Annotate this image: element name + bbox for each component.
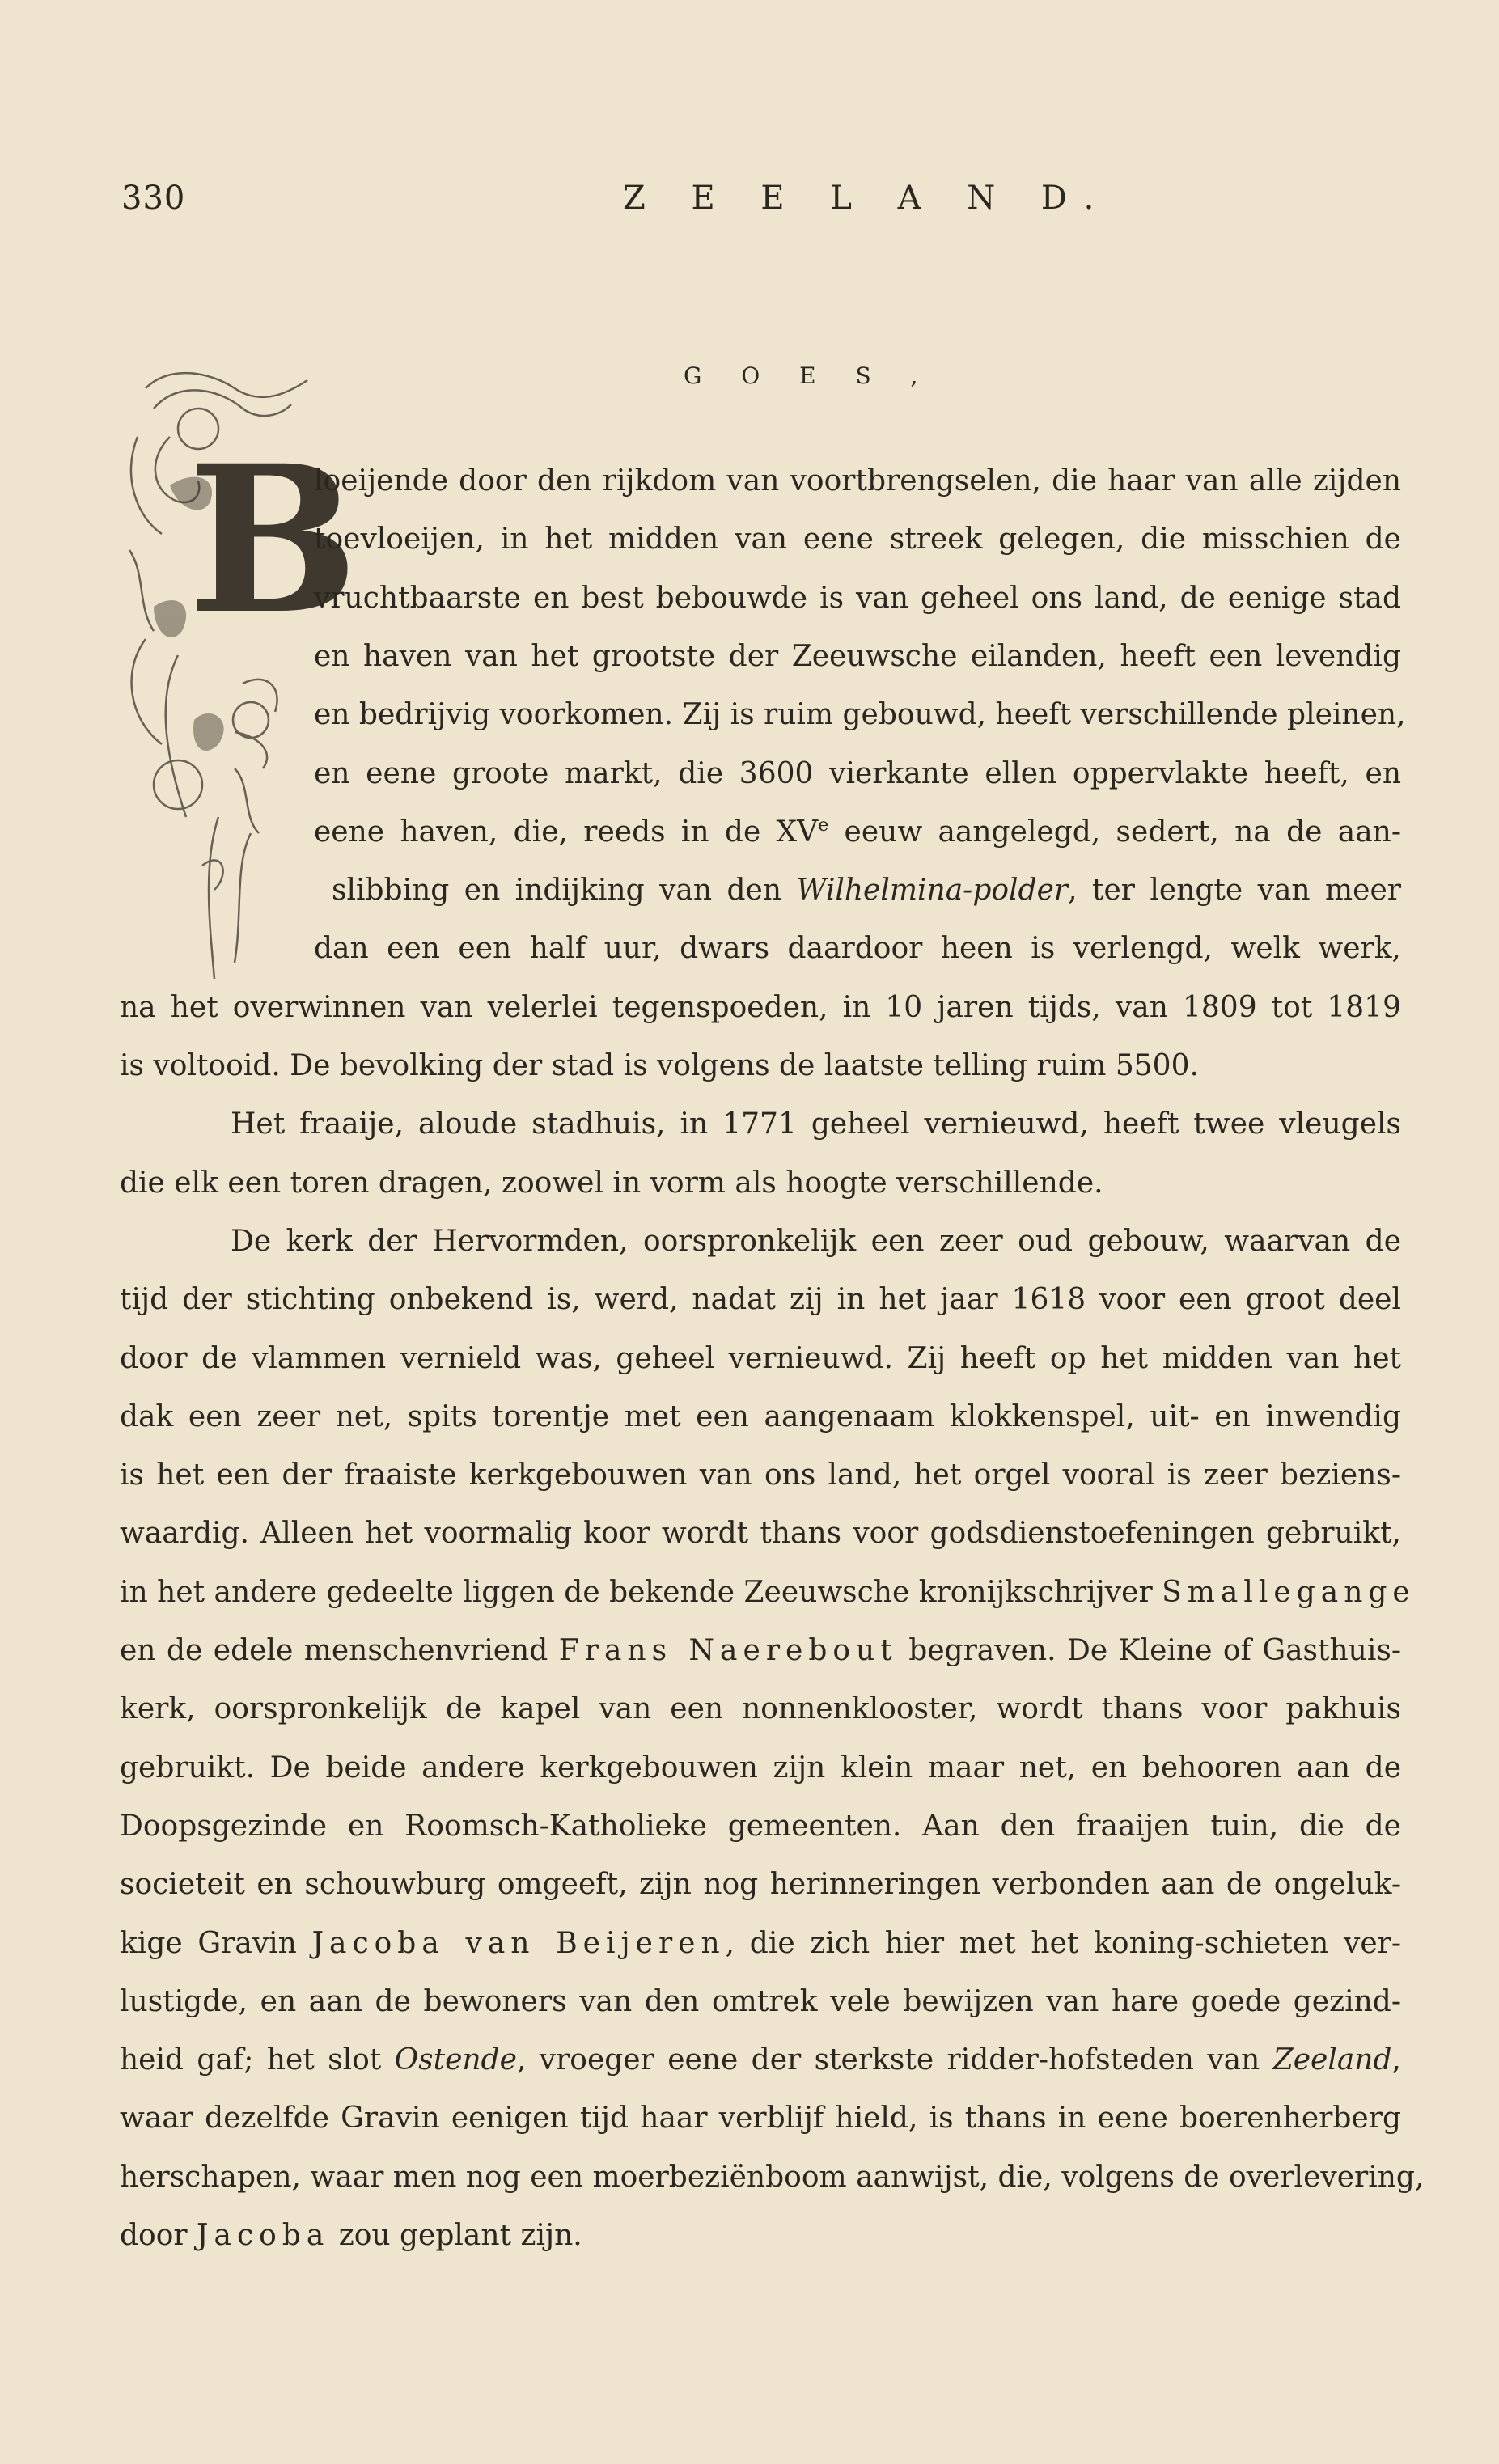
text-run: door de vlammen vernield was, geheel vernieuwd. Zij heeft op het midden van het xyxy=(120,1341,1401,1375)
text-line xyxy=(120,1861,1401,1909)
text-line xyxy=(120,2036,1401,2085)
text-line xyxy=(314,808,1401,857)
text-run: , ter lengte van meer xyxy=(1068,874,1401,908)
text-run: eene haven, die, reeds in de XV xyxy=(314,815,819,849)
text-run: eeuw aangelegd, sedert, na de aan- xyxy=(828,815,1402,849)
text-line xyxy=(120,2094,1401,2143)
page-number: 330 xyxy=(121,180,186,217)
text-line xyxy=(314,750,1401,798)
text-run: na het overwinnen van velerlei tegenspoeden, in 10 jaren tijds, van 1809 tot 1819 xyxy=(120,990,1401,1024)
text-run: en eene groote markt, die 3600 vierkante ellen oppervlakte heeft, en xyxy=(314,756,1401,790)
text-run: heid gaf; het slot xyxy=(120,2043,395,2077)
text-line xyxy=(120,1335,1401,1383)
text-line xyxy=(120,1978,1401,2026)
text-run: e xyxy=(818,815,829,836)
text-run: Ostende xyxy=(394,2043,517,2077)
text-line xyxy=(314,925,1401,973)
text-line xyxy=(120,1569,1416,1617)
text-run: lustigde, en aan de bewoners van den omtrek vele bewijzen van hare goede gezind- xyxy=(120,1984,1401,2018)
text-line xyxy=(120,1685,1401,1734)
text-line xyxy=(120,1276,1401,1324)
text-run: gebruikt. De beide andere kerkgebouwen zijn klein maar net, en behooren aan de xyxy=(120,1751,1401,1784)
text-run: Smallegange xyxy=(1162,1575,1416,1609)
text-line xyxy=(314,457,1401,506)
text-run: , vroeger eene der sterkste ridder-hofsteden van xyxy=(516,2043,1273,2077)
text-run: kerk, oorspronkelijk de kapel van een nonnenklooster, wordt thans voor pakhuis xyxy=(120,1692,1401,1726)
running-head xyxy=(121,180,1399,220)
text-line xyxy=(314,691,1406,739)
text-run: loeijende door den rijkdom van voortbrengselen, die haar van alle zijden xyxy=(314,464,1401,497)
text-run: Zeeland xyxy=(1272,2043,1392,2077)
text-run: herschapen, waar men nog een moerbeziënboom aanwijst, die, volgens de overlevering, xyxy=(120,2160,1425,2194)
section-heading: G O E S , xyxy=(684,362,934,389)
text-run: Jacoba xyxy=(197,2219,330,2252)
text-line xyxy=(120,2212,591,2260)
text-run: en bedrijvig voorkomen. Zij is ruim gebouwd, heeft verschillende pleinen, xyxy=(314,698,1406,732)
text-run: en de edele menschenvriend xyxy=(120,1634,559,1667)
text-run: Wilhelmina-polder xyxy=(796,874,1069,908)
text-run: zou geplant zijn. xyxy=(329,2219,582,2252)
text-run: , xyxy=(1391,2043,1401,2077)
text-line xyxy=(120,1802,1401,1851)
text-line xyxy=(120,1627,1401,1675)
text-line xyxy=(120,1744,1401,1793)
running-title: Z E E L A N D. xyxy=(623,180,1112,217)
text-line xyxy=(314,574,1401,623)
text-run: waardig. Alleen het voormalig koor wordt thans voor godsdienstoefeningen gebruikt, xyxy=(120,1517,1401,1551)
text-run: begraven. De Kleine of Gasthuis- xyxy=(897,1634,1402,1667)
text-line xyxy=(314,515,1401,564)
text-run: slibbing en indijking van den xyxy=(332,874,797,908)
text-run: tijd der stichting onbekend is, werd, nadat zij in het jaar 1618 voor een groot deel xyxy=(120,1283,1401,1317)
text-line xyxy=(120,1393,1401,1442)
text-line xyxy=(332,866,1401,915)
text-run: waar dezelfde Gravin eenigen tijd haar verblijf hield, is thans in eene boerenherberg xyxy=(120,2102,1401,2136)
text-run: is voltooid. De bevolking der stad is volgens de laatste telling ruim 5500. xyxy=(120,1049,1199,1082)
text-run: Het fraaije, aloude stadhuis, in 1771 geheel vernieuwd, heeft twee vleugels xyxy=(231,1107,1401,1141)
text-run: , die zich hier met het koning-schieten ver- xyxy=(725,1926,1401,1960)
text-line xyxy=(231,1217,1401,1266)
text-run: De kerk der Hervormden, oorspronkelijk een zeer oud gebouw, waarvan de xyxy=(231,1224,1401,1258)
text-run: Doopsgezinde en Roomsch-Katholieke gemeenten. Aan den fraaijen tuin, die de xyxy=(120,1809,1401,1843)
text-run: in het andere gedeelte liggen de bekende Zeeuwsche kronijkschrijver xyxy=(120,1575,1162,1609)
text-run: die elk een toren dragen, zoowel in vorm als hoogte verschillende. xyxy=(120,1166,1103,1200)
text-run: en haven van het grootste der Zeeuwsche eilanden, heeft een levendig xyxy=(314,639,1401,673)
text-line xyxy=(120,1042,1262,1090)
text-run: toevloeijen, in het midden van eene streek gelegen, die misschien de xyxy=(314,523,1401,557)
text-run: dan een een half uur, dwars daardoor heen is verlengd, welk werk, xyxy=(314,932,1401,966)
text-run: Jacoba van Beijeren xyxy=(311,1926,726,1960)
decorated-initial xyxy=(121,364,359,995)
text-line xyxy=(120,1920,1401,1968)
text-run: door xyxy=(120,2219,197,2252)
text-run: is het een der fraaiste kerkgebouwen van ons land, het orgel vooral is zeer beziens- xyxy=(120,1459,1401,1492)
text-run: vruchtbaarste en best bebouwde is van geheel ons land, de eenige stad xyxy=(314,581,1401,615)
text-run: societeit en schouwburg omgeeft, zijn nog herinneringen verbonden aan de ongeluk- xyxy=(120,1868,1401,1902)
text-run: dak een zeer net, spits torentje met een aangenaam klokkenspel, uit- en inwendig xyxy=(120,1399,1401,1433)
text-line xyxy=(120,1509,1401,1558)
text-run: Frans Naerebout xyxy=(558,1634,898,1667)
initial-letter: B xyxy=(188,421,359,658)
text-line xyxy=(120,1451,1401,1500)
text-run: kige Gravin xyxy=(120,1926,312,1960)
text-line xyxy=(120,2153,1425,2202)
text-line xyxy=(120,1159,1197,1208)
text-line xyxy=(120,984,1401,1032)
text-line xyxy=(314,633,1401,681)
text-line xyxy=(231,1100,1401,1149)
